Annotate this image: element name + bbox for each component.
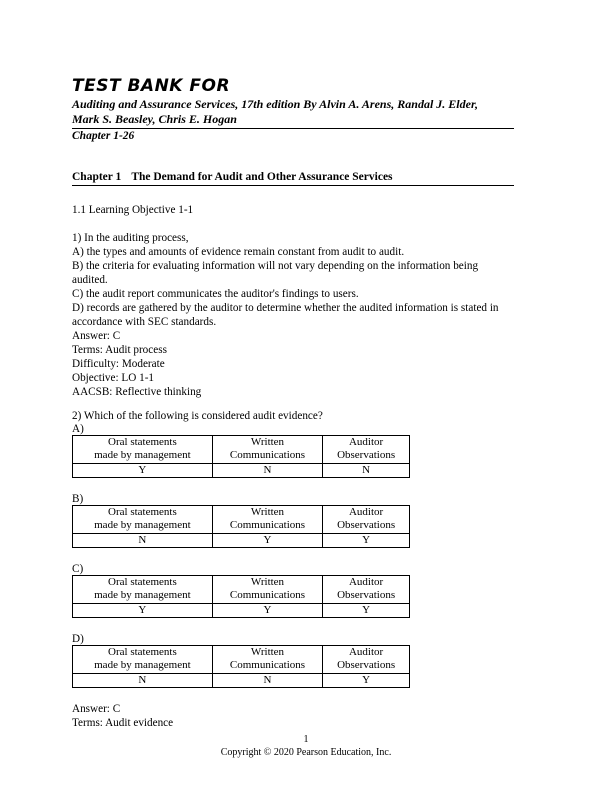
header-cell: Oral statements made by management bbox=[73, 646, 213, 674]
header-cell: Written Communications bbox=[212, 436, 322, 464]
book-title-line-1: Auditing and Assurance Services, 17th edition By Alvin A. Arens, Randal J. Elder, bbox=[72, 97, 478, 111]
chapter-heading bbox=[72, 170, 393, 184]
q2-option-label: C) bbox=[72, 563, 84, 575]
page-footer bbox=[0, 733, 612, 759]
chapter-number: Chapter 1 bbox=[72, 171, 122, 183]
header-cell: Written Communications bbox=[212, 576, 322, 604]
aacsb: AACSB: Reflective thinking bbox=[72, 386, 202, 398]
value-cell: N bbox=[323, 464, 410, 478]
question-2-stem: 2) Which of the following is considered audit evidence? bbox=[72, 410, 323, 422]
value-cell: N bbox=[73, 674, 213, 688]
header-rule bbox=[72, 128, 514, 129]
question-stem: 1) In the auditing process, bbox=[72, 232, 189, 244]
header-cell: Auditor Observations bbox=[323, 576, 410, 604]
value-cell: Y bbox=[212, 534, 322, 548]
difficulty: Difficulty: Moderate bbox=[72, 358, 165, 370]
test-bank-title: TEST BANK FOR bbox=[72, 76, 231, 96]
value-cell: Y bbox=[323, 604, 410, 618]
q2-option-table bbox=[72, 505, 410, 548]
chapter-title: The Demand for Audit and Other Assurance Services bbox=[131, 171, 393, 183]
header-cell: Written Communications bbox=[212, 646, 322, 674]
q2-option-label: A) bbox=[72, 423, 84, 435]
q2-option-label: D) bbox=[72, 633, 84, 645]
learning-objective: 1.1 Learning Objective 1-1 bbox=[72, 204, 194, 216]
header-cell: Oral statements made by management bbox=[73, 506, 213, 534]
header-cell: Oral statements made by management bbox=[73, 576, 213, 604]
book-title bbox=[72, 97, 514, 127]
value-cell: N bbox=[212, 674, 322, 688]
q2-option-table bbox=[72, 435, 410, 478]
book-title-line-2: Mark S. Beasley, Chris E. Hogan bbox=[72, 112, 237, 126]
copyright: Copyright © 2020 Pearson Education, Inc. bbox=[220, 747, 392, 758]
page-number: 1 bbox=[303, 734, 309, 745]
option-d: D) records are gathered by the auditor to determine whether the audited information is stated in accordance with SEC standards. bbox=[72, 302, 499, 328]
q2-option-label: B) bbox=[72, 493, 84, 505]
chapter-range: Chapter 1-26 bbox=[72, 130, 135, 142]
value-cell: Y bbox=[323, 674, 410, 688]
value-cell: Y bbox=[73, 604, 213, 618]
q2-terms: Terms: Audit evidence bbox=[72, 717, 174, 729]
objective: Objective: LO 1-1 bbox=[72, 372, 155, 384]
value-cell: Y bbox=[212, 604, 322, 618]
value-cell: N bbox=[212, 464, 322, 478]
header-cell: Auditor Observations bbox=[323, 506, 410, 534]
q2-option-table bbox=[72, 575, 410, 618]
chapter-rule bbox=[72, 185, 514, 186]
option-a: A) the types and amounts of evidence remain constant from audit to audit. bbox=[72, 246, 405, 258]
header-cell: Oral statements made by management bbox=[73, 436, 213, 464]
value-cell: Y bbox=[323, 534, 410, 548]
value-cell: N bbox=[73, 534, 213, 548]
header-cell: Auditor Observations bbox=[323, 436, 410, 464]
terms: Terms: Audit process bbox=[72, 344, 167, 356]
q2-answer: Answer: C bbox=[72, 703, 121, 715]
q2-option-table bbox=[72, 645, 410, 688]
option-c: C) the audit report communicates the auditor's findings to users. bbox=[72, 288, 359, 300]
answer: Answer: C bbox=[72, 330, 121, 342]
option-b: B) the criteria for evaluating information will not vary depending on the information being audited. bbox=[72, 260, 479, 286]
header-cell: Auditor Observations bbox=[323, 646, 410, 674]
value-cell: Y bbox=[73, 464, 213, 478]
question-1 bbox=[72, 231, 514, 399]
header-cell: Written Communications bbox=[212, 506, 322, 534]
